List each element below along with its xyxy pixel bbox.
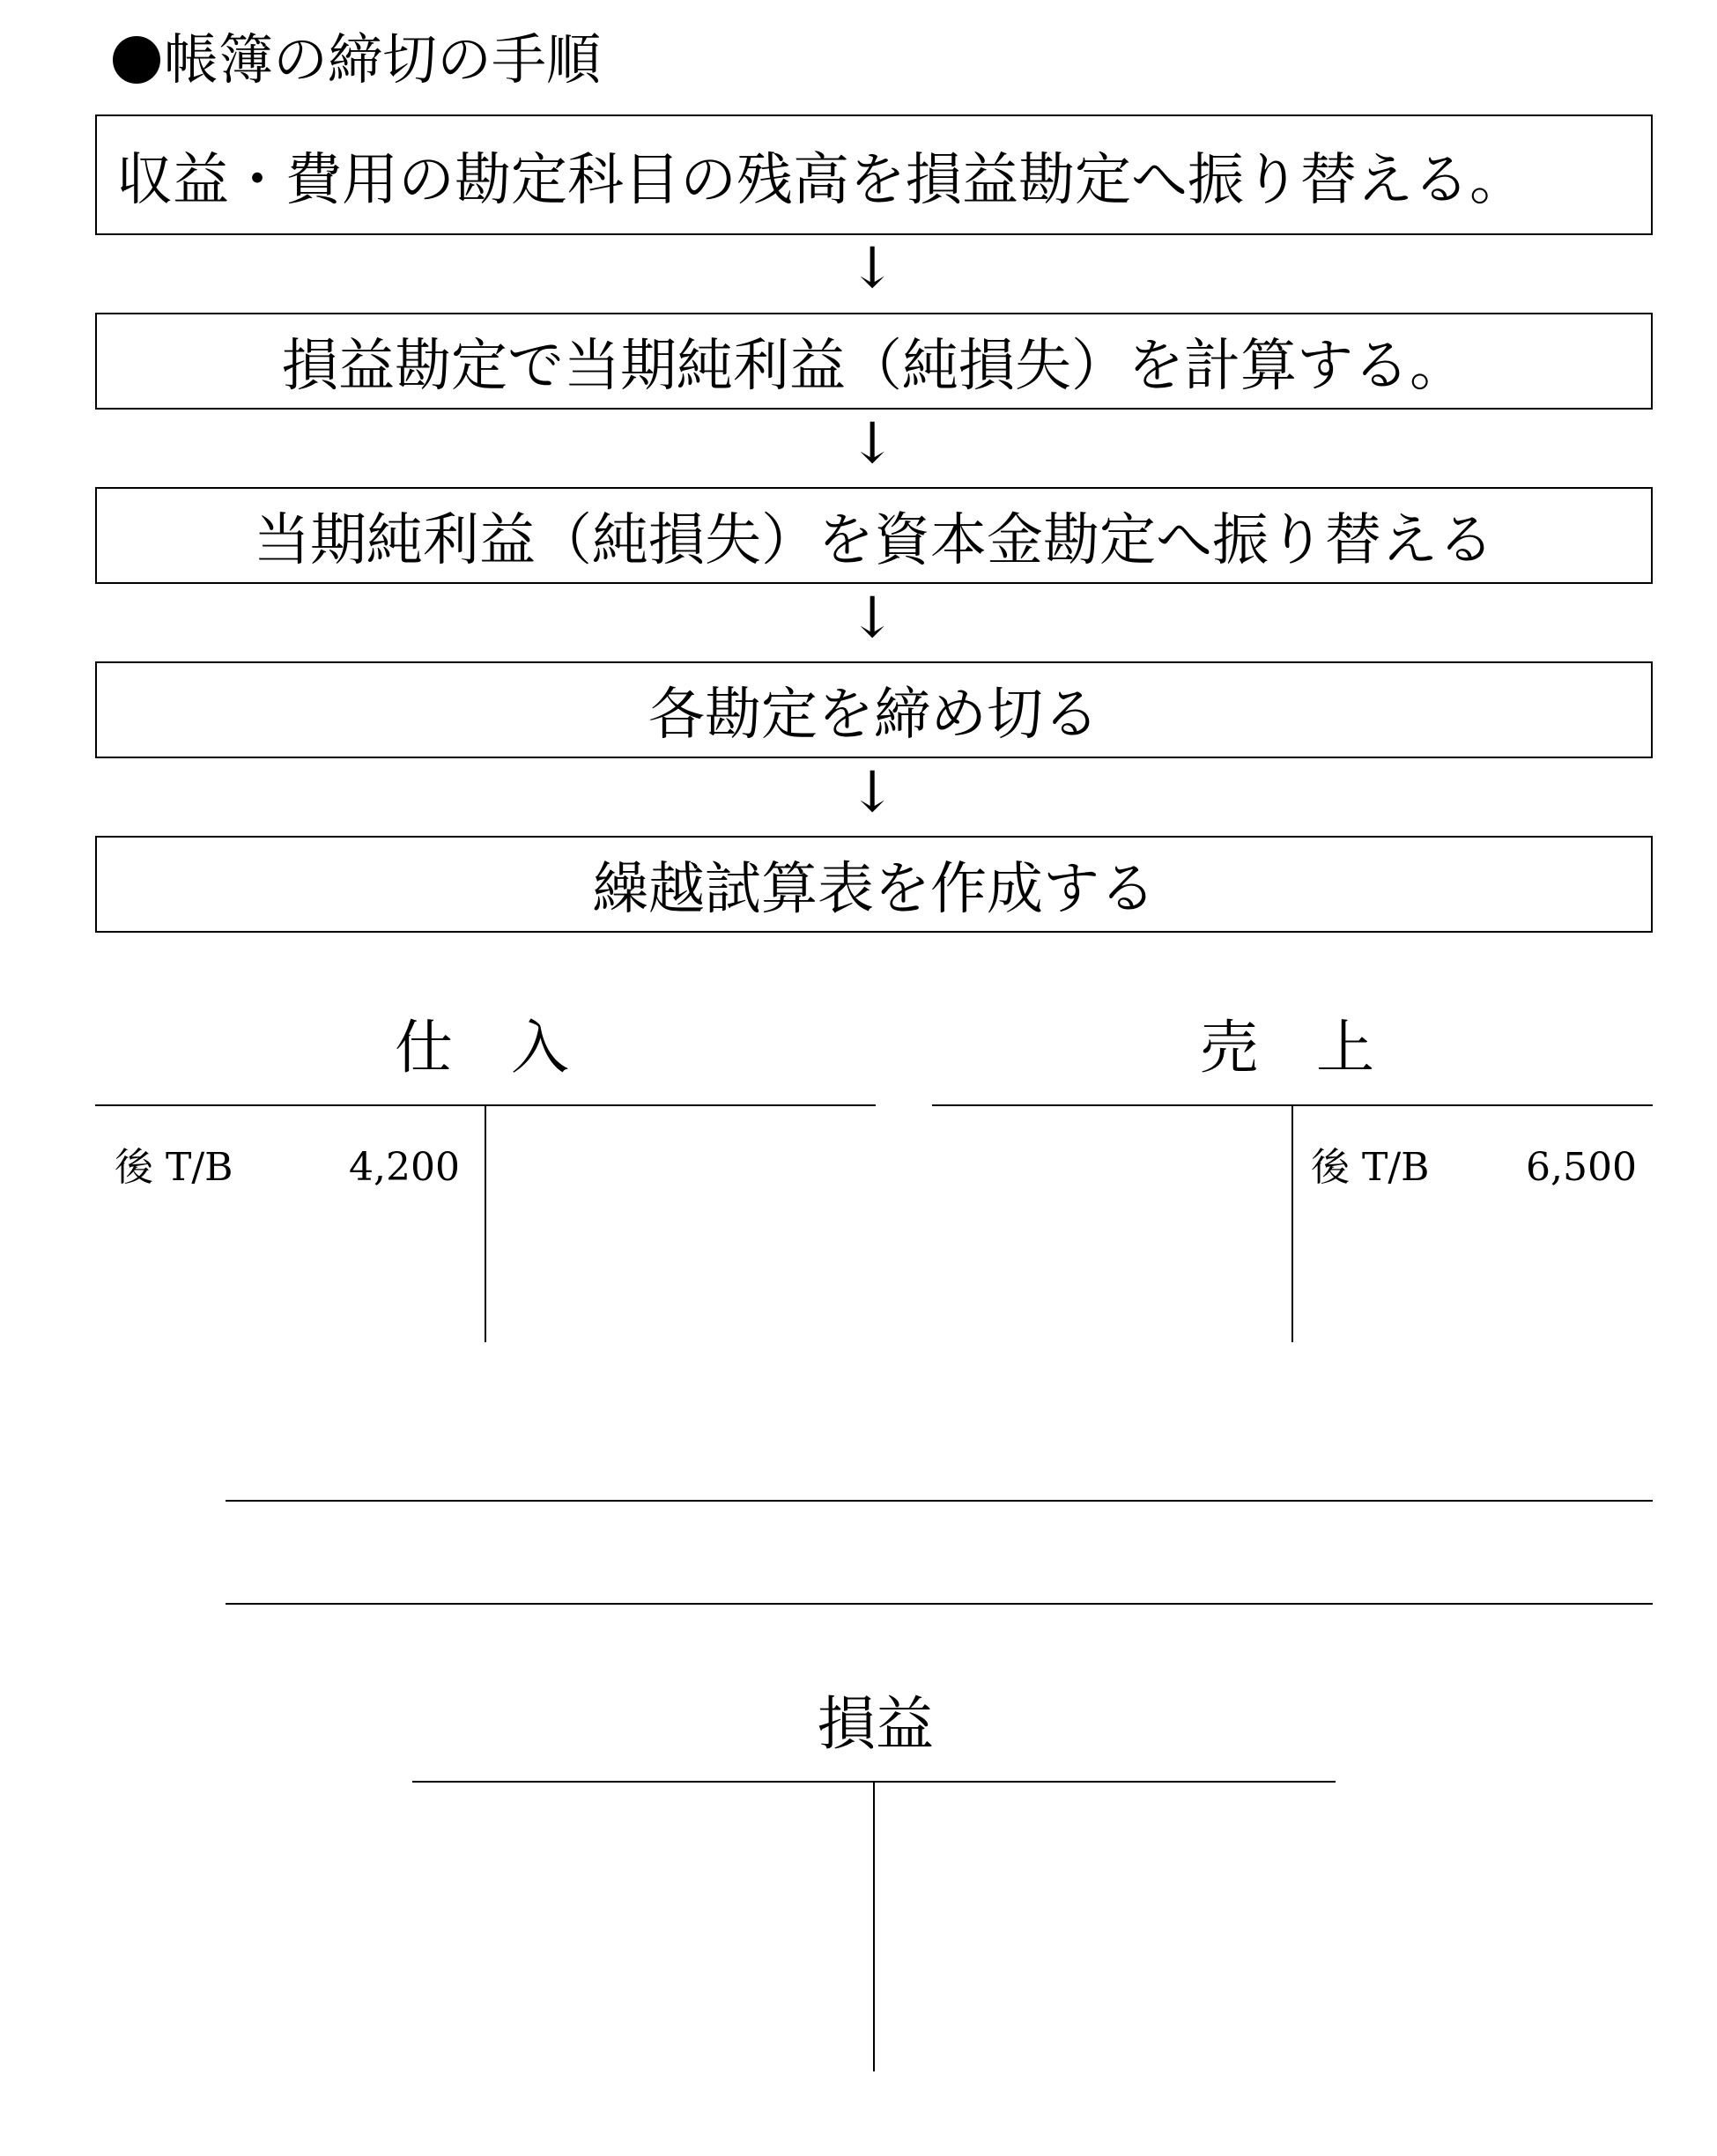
page-title-text: 帳簿の締切の手順 [164,27,602,92]
sales-account-divider [1291,1104,1293,1342]
step-text-2: 損益勘定で当期純利益（純損失）を計算する。 [282,334,1466,399]
step-text-4: 各勘定を締め切る [648,683,1099,748]
step-text-5: 繰越試算表を作成する [592,857,1156,922]
page-title [113,25,601,95]
step-text-3: 当期純利益（純損失）を資本金勘定へ振り替える [254,508,1494,573]
step-box-3 [95,487,1653,584]
step-box-1 [95,114,1653,235]
down-arrow-icon: ↓ [848,586,896,651]
purchases-debit-amount: 4,200 [349,1145,460,1190]
step-text-1: 収益・費用の勘定科目の残高を損益勘定へ振り替える。 [116,147,1526,213]
purchases-account-title: 仕 入 [395,1014,569,1082]
down-arrow-icon: ↓ [848,411,896,476]
sales-credit-label: 後 T/B [1311,1145,1430,1190]
journal-line-1 [226,1500,1653,1502]
purchases-account-divider [485,1104,486,1342]
sales-credit-amount: 6,500 [1526,1145,1637,1190]
sales-account-title: 売 上 [1200,1014,1374,1082]
purchases-debit-label: 後 T/B [115,1145,233,1190]
journal-line-2 [226,1603,1653,1605]
profit-loss-account-title: 損益 [818,1690,934,1758]
step-box-5 [95,836,1653,933]
step-box-4 [95,661,1653,758]
down-arrow-icon: ↓ [848,760,896,825]
step-box-2 [95,313,1653,410]
down-arrow-icon: ↓ [848,236,896,301]
profit-loss-account-divider [873,1781,875,2071]
bullet-icon [113,36,160,84]
